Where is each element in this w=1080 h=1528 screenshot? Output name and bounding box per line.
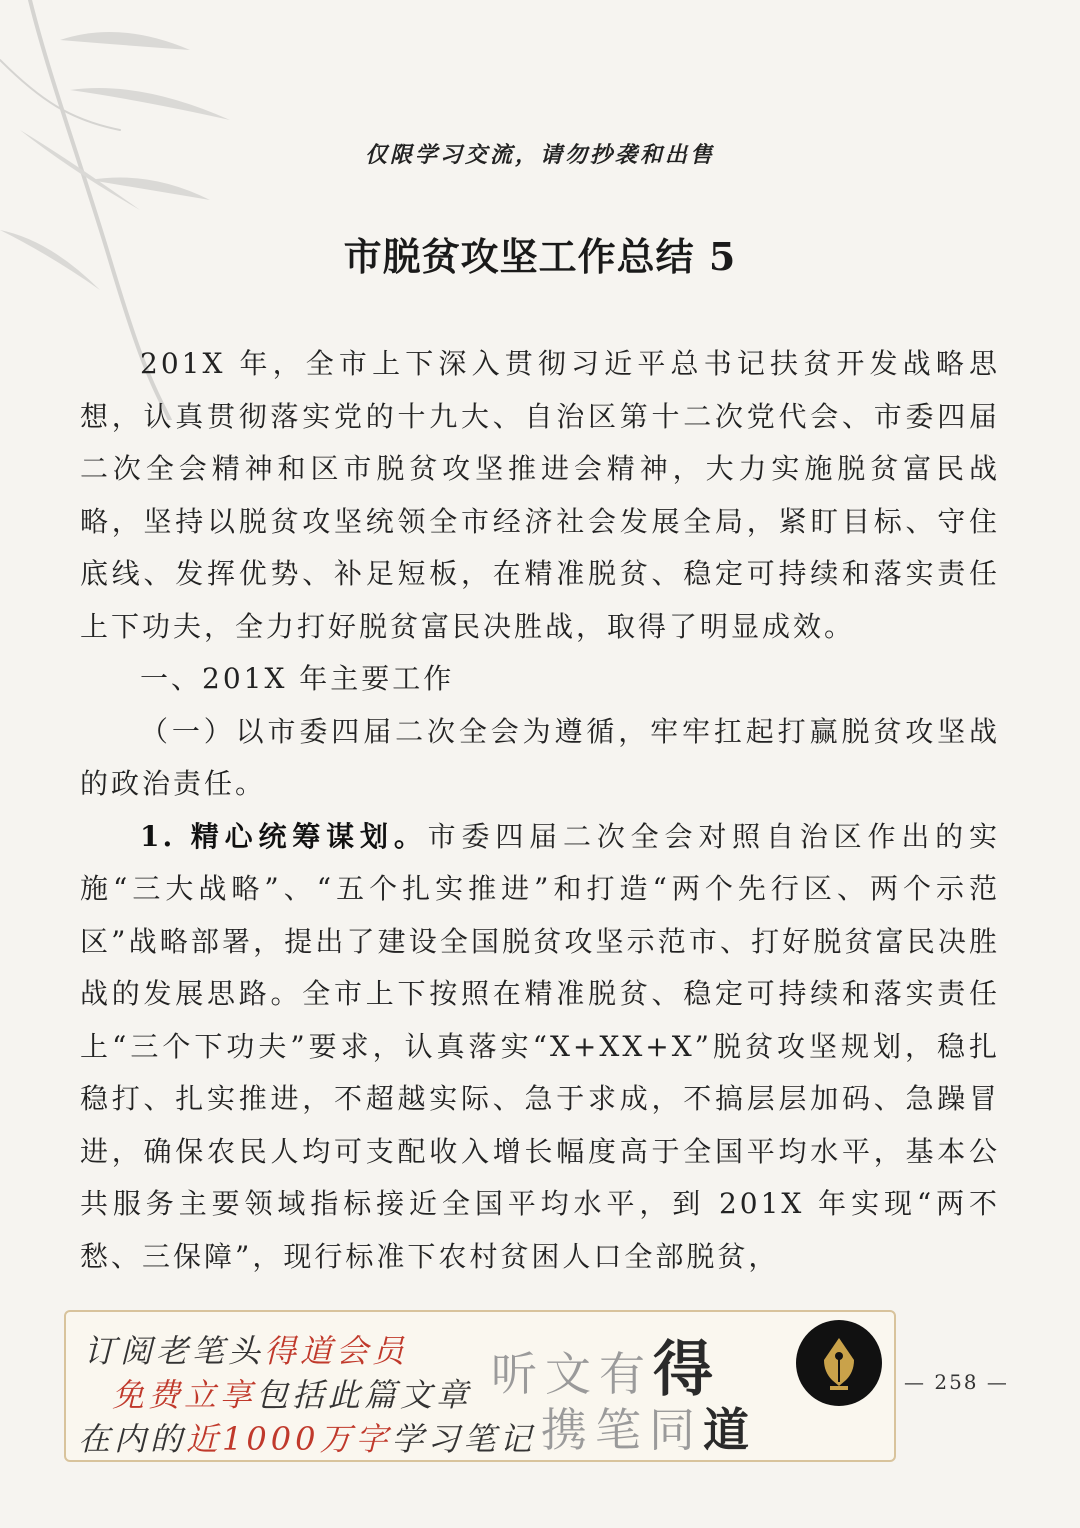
banner-text: 在内的 [78,1420,187,1458]
page-number: — 258 — [904,1370,1009,1394]
section-heading: 一、201X 年主要工作 [140,662,455,695]
membership-banner[interactable] [64,1310,896,1462]
banner-text: 包括此篇文章 [256,1376,473,1414]
banner-line-2 [112,1370,472,1416]
article-body [80,338,1000,1283]
page-title: 市脱贫攻坚工作总结 5 [343,234,737,279]
paragraph-lead: 1. 精心统筹谋划。 [140,819,428,853]
subsection-heading: （一）以市委四届二次全会为遵循，牢牢扛起打赢脱贫攻坚战的政治责任。 [80,714,1000,800]
paragraph-intro: 201X 年，全市上下深入贯彻习近平总书记扶贫开发战略思想，认真贯彻落实党的十九大、自治区第十二次党代会、市委四届二次全会精神和区市脱贫攻坚推进会精神，大力实施脱贫富民战略，坚持以脱贫攻坚统领全市经济社会发展全局，紧盯目标、守住底线、发挥优势、补足短板，在精准脱贫、稳定可持续和落实责任上下功夫，全力打好脱贫富民决胜战，取得了明显成效。 [80,347,1000,643]
slogan-emphasis: 道 [703,1403,757,1457]
usage-notice: 仅限学习交流，请勿抄袭和出售 [364,142,715,168]
banner-highlight: 得道会员 [264,1332,409,1370]
paragraph-planning-text: 市委四届二次全会对照自治区作出的实施“三大战略”、“五个扎实推进”和打造“两个先行区、两个示范区”战略部署，提出了建设全国脱贫攻坚示范市、打好脱贫富民决胜战的发展思路。全市上下按照在精准脱贫、稳定可持续和落实责任上“三个下功夫”要求，认真落实“X+XX+X”脱贫攻坚规划，稳扎稳打、扎实推进，不超越实际、急于求成，不搞层层加码、急躁冒进，确保农民人均可支配收入增长幅度高于全国平均水平，基本公共服务主要领域指标接近全国平均水平，到 201X 年实现“两不愁、三保障”，现行标准下农村贫困人口全部脱贫， [80,819,1000,1273]
slogan-text: 携笔同 [541,1403,703,1457]
banner-line-3 [78,1414,535,1460]
banner-highlight: 免费立享 [112,1376,257,1414]
fountain-pen-nib-icon[interactable] [796,1320,882,1406]
banner-text: 订阅老笔头 [84,1332,265,1370]
banner-text: 学习笔记 [391,1420,536,1458]
banner-line-1 [84,1326,408,1372]
paragraph-planning [80,811,1000,1284]
slogan-text: 听文有 [491,1347,653,1401]
slogan-emphasis: 得 [653,1335,721,1405]
banner-slogan-2 [541,1394,757,1460]
banner-highlight: 近1000万字 [186,1420,392,1458]
